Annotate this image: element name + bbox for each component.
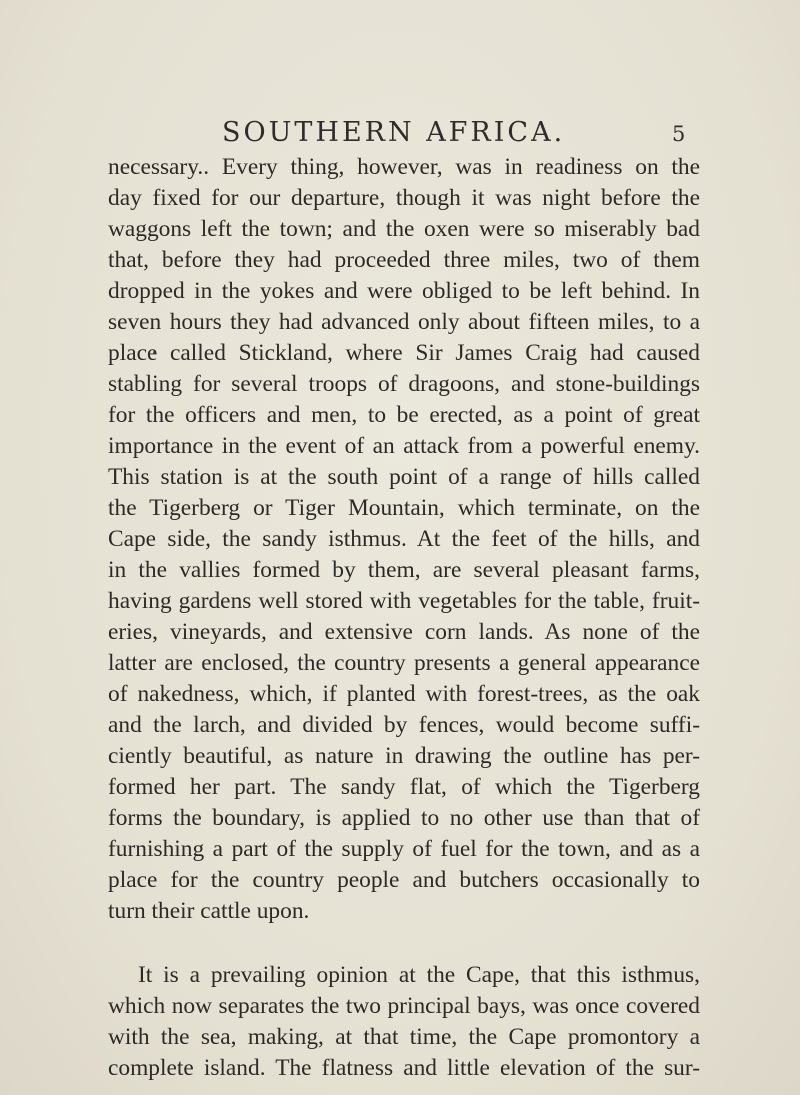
text-line: complete island. The flatness and little elevation of the sur- bbox=[108, 1055, 700, 1081]
text-line: importance in the event of an attack from a powerful enemy. bbox=[108, 433, 700, 459]
text-line: which now separates the two principal bays, was once covered bbox=[108, 993, 700, 1019]
text-line: day fixed for our departure, though it was night before the bbox=[108, 185, 700, 211]
text-line: stabling for several troops of dragoons, and stone-buildings bbox=[108, 371, 700, 397]
text-line: place for the country people and butchers occasionally to bbox=[108, 867, 700, 893]
text-line: ciently beautiful, as nature in drawing the outline has per- bbox=[108, 743, 700, 769]
text-line: Cape side, the sandy isthmus. At the feet of the hills, and bbox=[108, 526, 700, 552]
text-line: latter are enclosed, the country presents a general appearance bbox=[108, 650, 700, 676]
text-line: dropped in the yokes and were obliged to be left behind. In bbox=[108, 278, 700, 304]
text-line: with the sea, making, at that time, the Cape promontory a bbox=[108, 1024, 700, 1050]
paragraph bbox=[108, 152, 700, 927]
text-line: having gardens well stored with vegetables for the table, fruit- bbox=[108, 588, 700, 614]
paragraph bbox=[108, 960, 700, 1084]
text-line: seven hours they had advanced only about fifteen miles, to a bbox=[108, 309, 700, 335]
page-number: 5 bbox=[672, 122, 686, 146]
text-line: of nakedness, which, if planted with forest-trees, as the oak bbox=[108, 681, 700, 707]
text-line: and the larch, and divided by fences, would become suffi- bbox=[108, 712, 700, 738]
text-line: in the vallies formed by them, are several pleasant farms, bbox=[108, 557, 700, 583]
text-line: waggons left the town; and the oxen were so miserably bad bbox=[108, 216, 700, 242]
paragraph-gap bbox=[108, 927, 700, 960]
text-line: This station is at the south point of a range of hills called bbox=[108, 464, 700, 490]
text-line: formed her part. The sandy flat, of which the Tigerberg bbox=[108, 774, 700, 800]
text-line: furnishing a part of the supply of fuel for the town, and as a bbox=[108, 836, 700, 862]
text-line: that, before they had proceeded three miles, two of them bbox=[108, 247, 700, 273]
text-line: the Tigerberg or Tiger Mountain, which terminate, on the bbox=[108, 495, 700, 521]
text-line: turn their cattle upon. bbox=[108, 898, 310, 924]
text-line: It is a prevailing opinion at the Cape, that this isthmus, bbox=[138, 962, 700, 988]
text-line: place called Stickland, where Sir James Craig had caused bbox=[108, 340, 700, 366]
text-line: necessary.. Every thing, however, was in readiness on the bbox=[108, 154, 700, 180]
text-line: eries, vineyards, and extensive corn lands. As none of the bbox=[108, 619, 700, 645]
running-title: SOUTHERN AFRICA. bbox=[222, 117, 566, 148]
text-line: forms the boundary, is applied to no other use than that of bbox=[108, 805, 700, 831]
running-head bbox=[0, 117, 800, 153]
text-line: for the officers and men, to be erected, as a point of great bbox=[108, 402, 700, 428]
body-text bbox=[108, 152, 700, 1084]
